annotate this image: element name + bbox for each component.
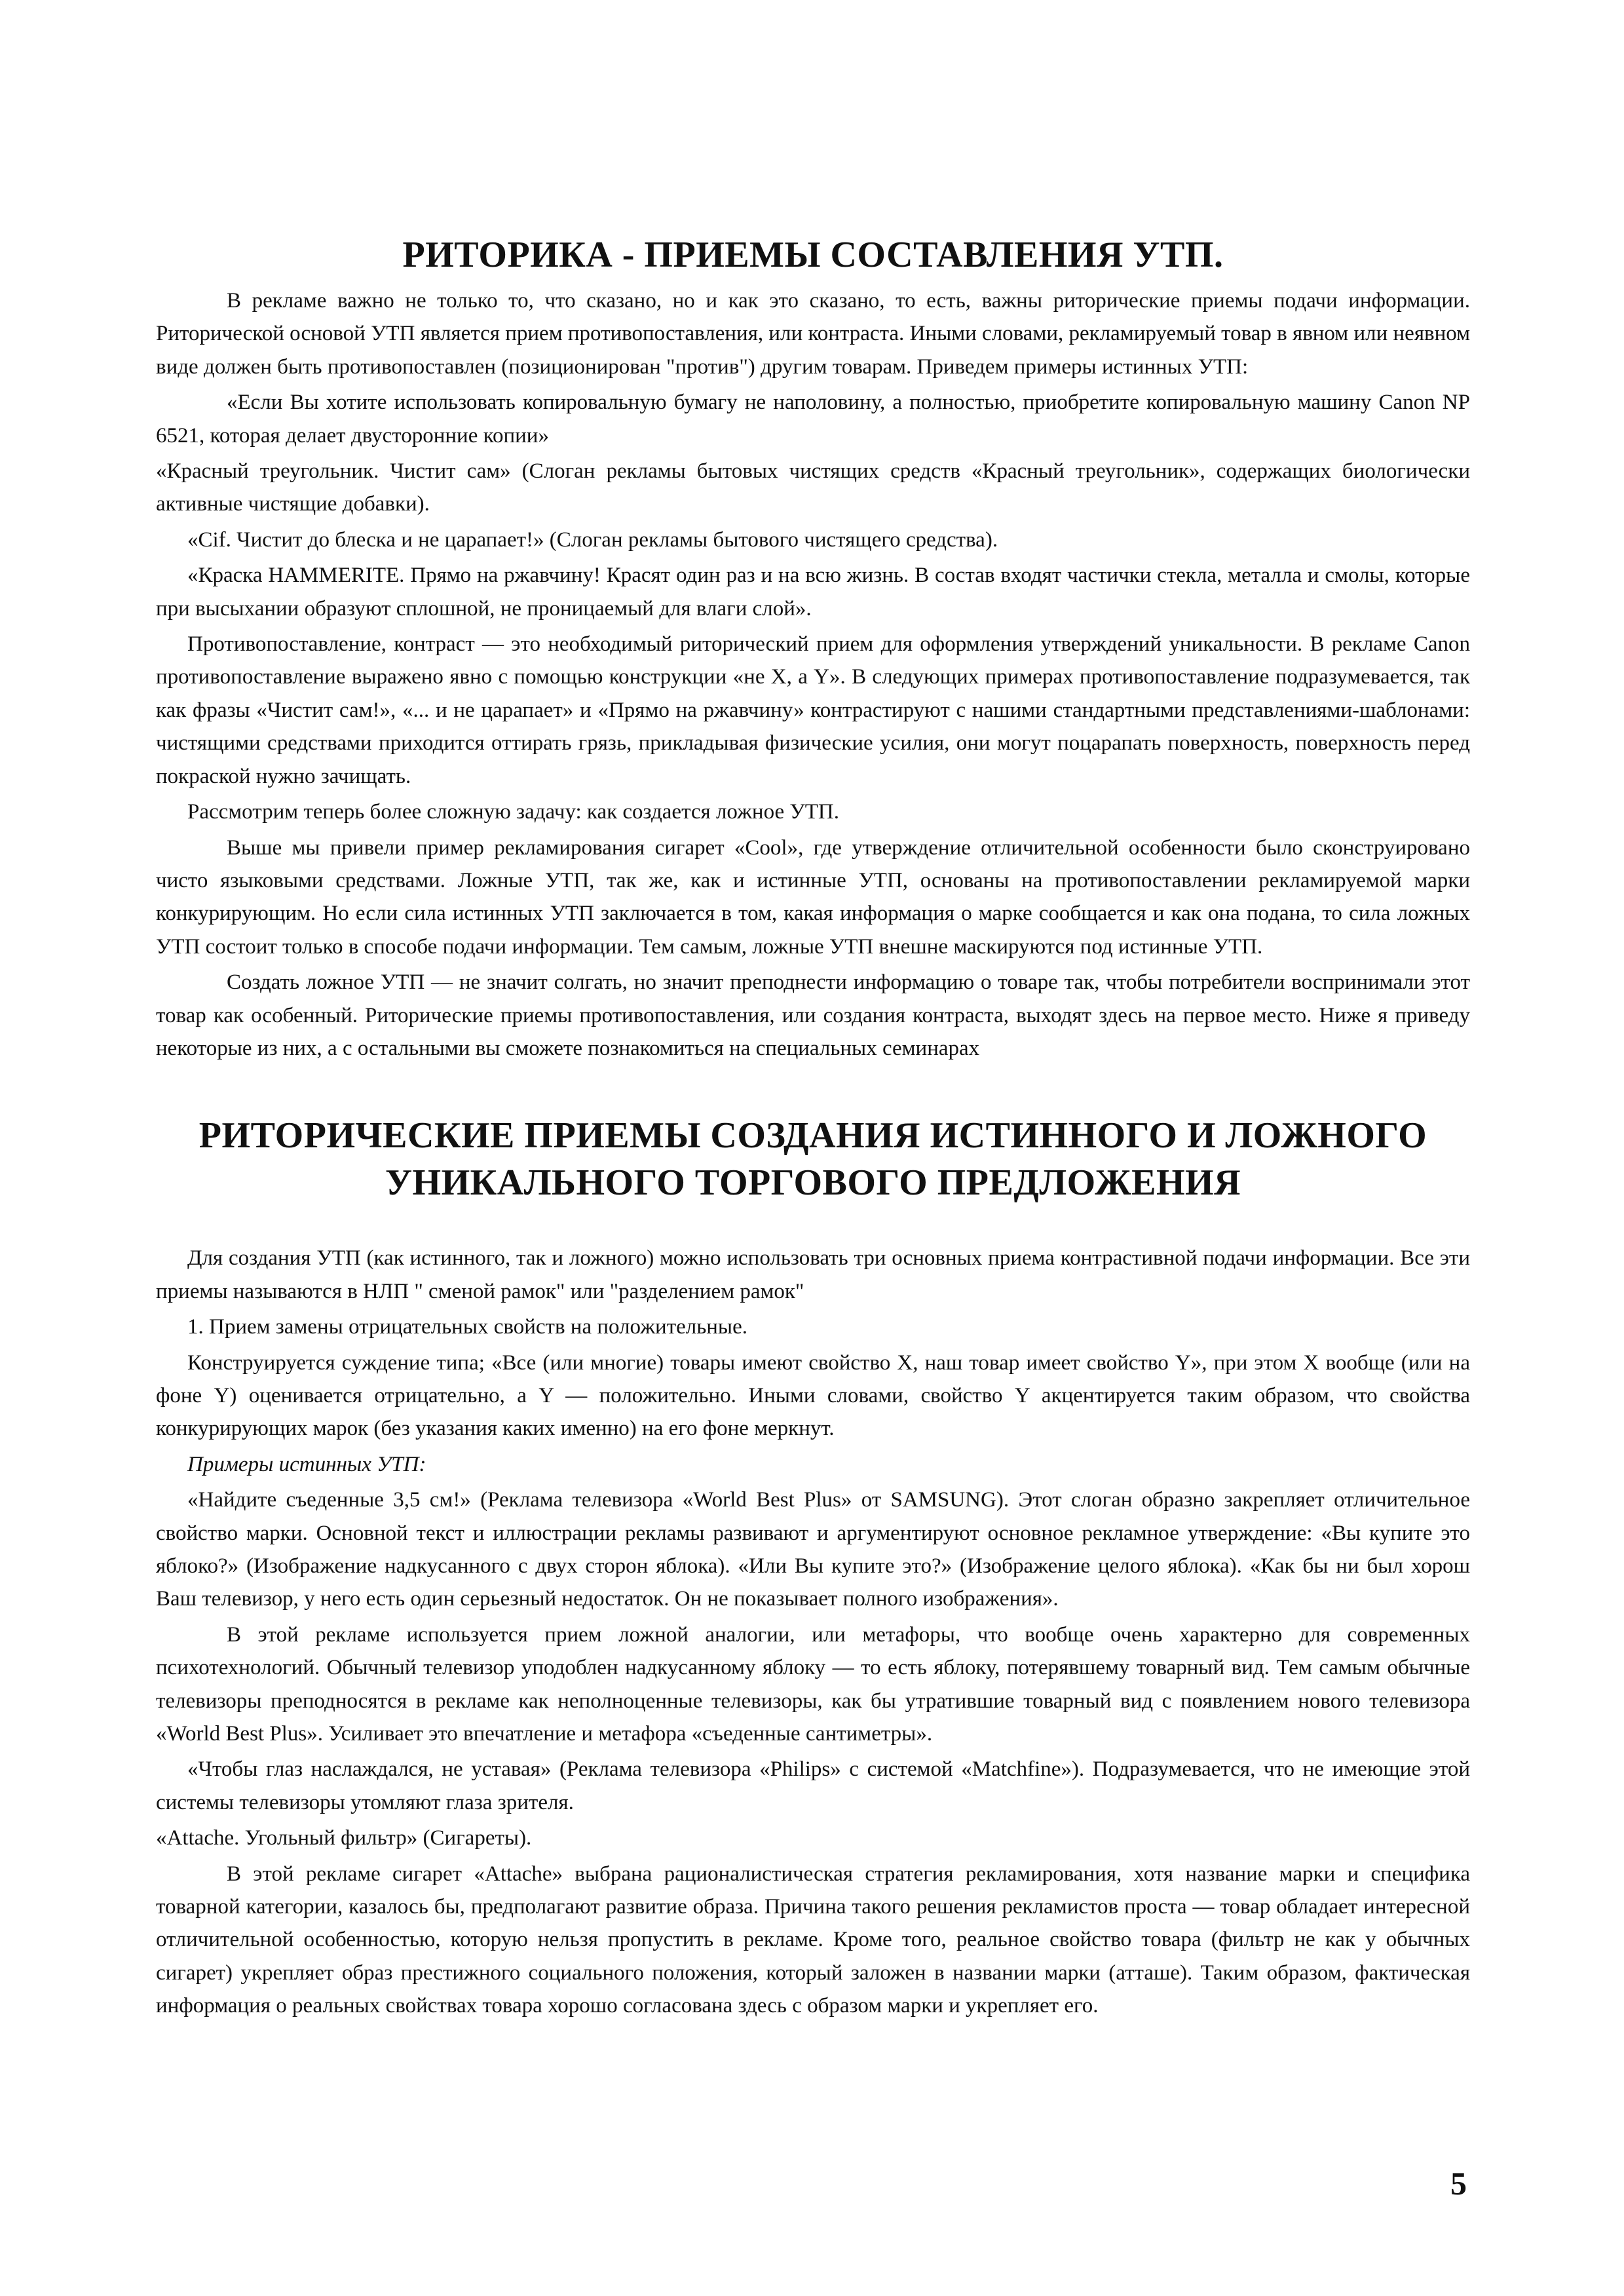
paragraph: Создать ложное УТП — не значит солгать, но значит преподнести информацию о товаре так, чтобы потребители воспринимали этот товар как особенный. Риторические приемы противопоставления, или создания контраста, выходят здесь на первое место. Ниже я приведу некоторые из них, а с остальными вы сможете познакомиться на специальных семинарах	[156, 970, 1470, 1060]
page-content	[156, 233, 1470, 2025]
page-number: 5	[1450, 2165, 1467, 2202]
paragraph: «Красный треугольник. Чистит сам» (Слоган рекламы бытовых чистящих средств «Красный треугольник», содержащих биологически активные чистящие добавки).	[156, 459, 1470, 516]
paragraph: Для создания УТП (как истинного, так и ложного) можно использовать три основных приема контрастивной подачи информации. Все эти приемы называются в НЛП " сменой рамок" или "разделением рамок"	[156, 1246, 1470, 1303]
paragraph: «Найдите съеденные 3,5 см!» (Реклама телевизора «World Best Plus» от SAMSUNG). Этот слоган образно закрепляет отличительное свойство марки. Основной текст и иллюстрации рекламы развивают и аргументируют основное рекламное утверждение: «Вы купите это яблоко?» (Изображение надкусанного с двух сторон яблока). «Или Вы купите это?» (Изображение целого яблока). «Как бы ни был хорош Ваш телевизор, у него есть один серьезный недостаток. Он не показывает полного изображения».	[156, 1488, 1470, 1611]
section-title-rhetoric: РИТОРИКА - ПРИЕМЫ СОСТАВЛЕНИЯ УТП.	[402, 235, 1224, 275]
section-title-techniques	[156, 1112, 1470, 1206]
paragraph: Противопоставление, контраст — это необходимый риторический прием для оформления утверждений уникальности. В рекламе Canon противопоставление выражено явно с помощью конструкции «не X, а Y». В следующих примерах противопоставление подразумевается, так как фразы «Чистит сам!», «... и не царапает» и «Прямо на ржавчину» контрастируют с нашими стандартными представлениями-шаблонами: чистящими средствами приходится оттирать грязь, прикладывая физические усилия, они могут поцарапать поверхность, поверхность перед покраской нужно зачищать.	[156, 632, 1470, 788]
paragraph: В этой рекламе сигарет «Attache» выбрана рационалистическая стратегия рекламирования, хотя название марки и специфика товарной категории, казалось бы, предполагают развитие образа. Причина такого решения рекламистов проста — товар обладает интересной отличительной особенностью, которую нельзя пропустить в рекламе. Кроме того, реальное свойство товара (фильтр не как у обычных сигарет) укрепляет образ престижного социального положения, который заложен в названии марки (атташе). Таким образом, фактическая информация о реальных свойствах товара хорошо согласована здесь с образом марки и укрепляет его.	[156, 1862, 1470, 2018]
paragraph: 1. Прием замены отрицательных свойств на положительные.	[187, 1315, 748, 1339]
paragraph: «Чтобы глаз наслаждался, не уставая» (Реклама телевизора «Philips» с системой «Matchfine»). Подразумевается, что не имеющие этой системы телевизоры утомляют глаза зрителя.	[156, 1757, 1470, 1814]
paragraph: «Cif. Чистит до блеска и не царапает!» (Слоган рекламы бытового чистящего средства).	[187, 527, 998, 552]
paragraph: «Краска HAMMERITE. Прямо на ржавчину! Красят один раз и на всю жизнь. В состав входят частички стекла, металла и смолы, которые при высыхании образуют сплошной, не проницаемый для влаги слой».	[156, 564, 1470, 621]
paragraph: В рекламе важно не только то, что сказано, но и как это сказано, то есть, важны риторические приемы подачи информации. Риторической основой УТП является прием противопоставления, или контраста. Иными словами, рекламируемый товар в явном или неявном виде должен быть противопоставлен (позиционирован "против") другим товарам. Приведем примеры истинных УТП:	[156, 289, 1470, 379]
paragraph: Выше мы привели пример рекламирования сигарет «Cool», где утверждение отличительной особенности было сконструировано чисто языковыми средствами. Ложные УТП, так же, как и истинные УТП, основаны на противопоставлении рекламируемой марки конкурирующим. Но если сила истинных УТП заключается в том, какая информация о марке сообщается и как она подана, то сила ложных УТП состоит только в способе подачи информации. Тем самым, ложные УТП внешне маскируются под истинные УТП.	[156, 835, 1470, 959]
paragraph: «Если Вы хотите использовать копировальную бумагу не наполовину, а полностью, приобретите копировальную машину Canon NP 6521, которая делает двусторонние копии»	[156, 391, 1470, 448]
section-title-line: УНИКАЛЬНОГО ТОРГОВОГО ПРЕДЛОЖЕНИЯ	[385, 1162, 1241, 1204]
paragraph: «Attache. Угольный фильтр» (Сигареты).	[156, 1826, 532, 1850]
paragraph: В этой рекламе используется прием ложной аналогии, или метафоры, что вообще очень характерно для современных психотехнологий. Обычный телевизор уподоблен надкусанному яблоку — то есть яблоку, потерявшему товарный вид. Тем самым обычные телевизоры преподносятся в рекламе как неполноценные телевизоры, как бы утратившие товарный вид с появлением нового телевизора «World Best Plus». Усиливает это впечатление и метафора «съеденные сантиметры».	[156, 1622, 1470, 1746]
subheading-examples: Примеры истинных УТП:	[187, 1452, 426, 1476]
paragraph: Рассмотрим теперь более сложную задачу: как создается ложное УТП.	[187, 800, 839, 824]
section-title-line: РИТОРИЧЕСКИЕ ПРИЕМЫ СОЗДАНИЯ ИСТИННОГО И ЛОЖНОГО	[198, 1115, 1427, 1157]
paragraph: Конструируется суждение типа; «Все (или многие) товары имеют свойство X, наш товар имеет свойство Y», при этом X вообще (или на фоне Y) оценивается отрицательно, а Y — положительно. Иными словами, свойство Y акцентируется таким образом, что свойства конкурирующих марок (без указания каких именно) на его фоне меркнут.	[156, 1350, 1470, 1441]
